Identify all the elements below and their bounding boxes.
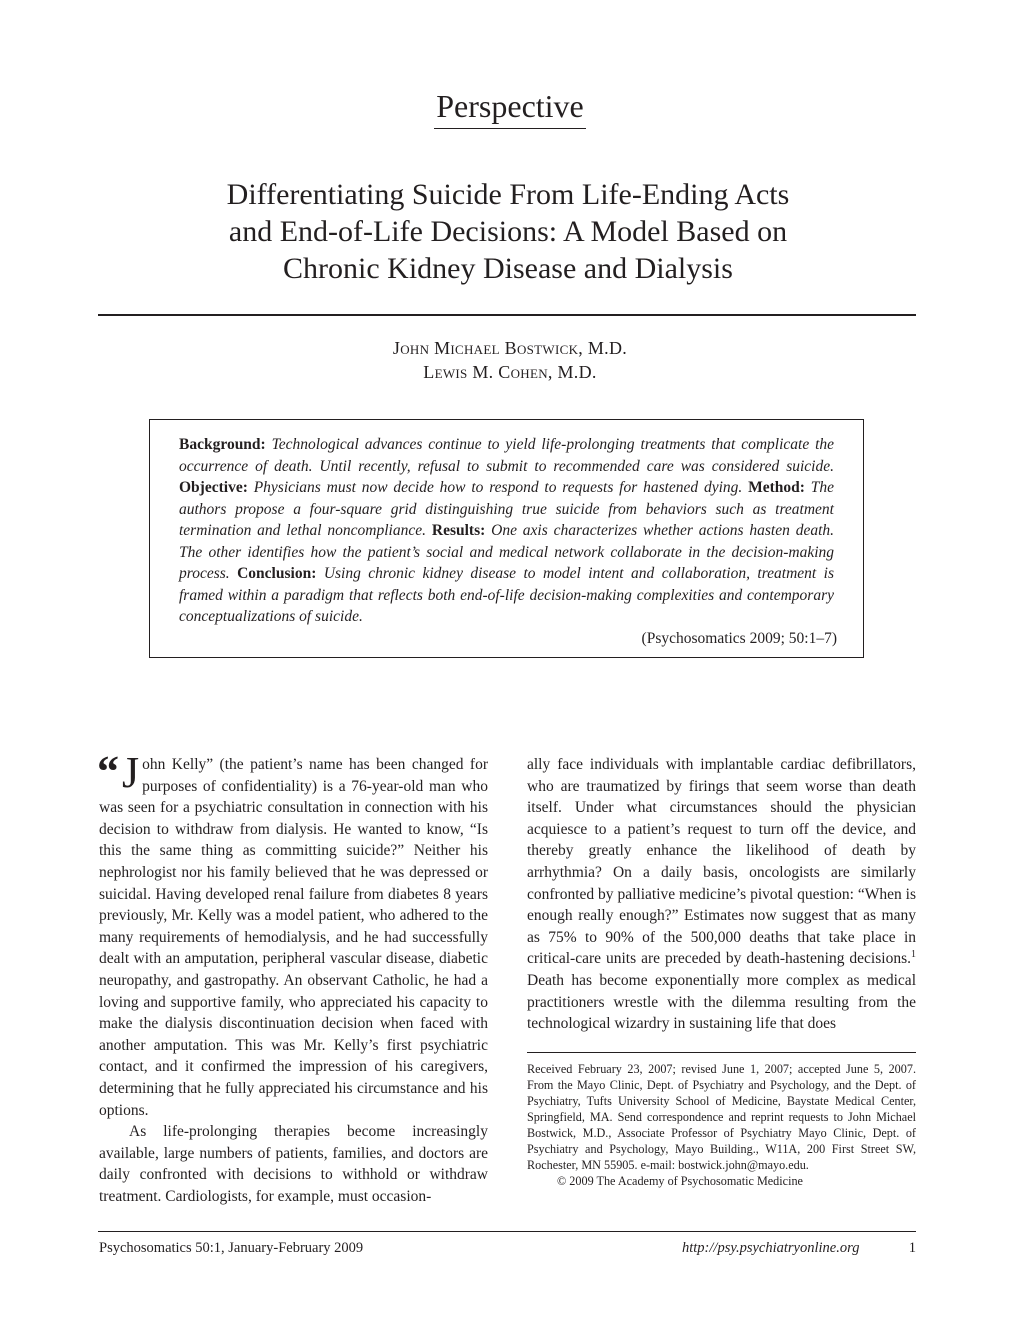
- body-paragraph-3a: ally face individuals with implantable cardiac defibrillators, who are traumatized by firings that seem worse than death itself. Under what circumstances should the physician acquiesce to a patient’s request to turn off the device, and thereby greatly enhance the likelihood of death by arrhythmia? On a daily basis, oncologists are similarly confronted by palliative medicine’s pivotal question: “When is enough really enough?” Estimates now suggest that as many as 75% to 90% of the 500,000 deaths that take place in critical-care units are preceded by death-hastening decisions.: [527, 756, 916, 968]
- abstract-objective-text: Physicians must now decide how to respond to requests for hastened dying.: [253, 479, 743, 496]
- page-number: 1: [908, 1240, 916, 1256]
- abstract-box: [149, 419, 864, 658]
- open-quote-mark: “: [97, 747, 119, 796]
- abstract-conclusion-label: Conclusion:: [237, 565, 317, 582]
- drop-cap: J: [122, 748, 140, 797]
- footnote: [527, 1061, 916, 1189]
- section-label-text: Perspective: [434, 86, 586, 129]
- title-line-3: Chronic Kidney Disease and Dialysis: [283, 252, 733, 285]
- abstract-results-text: One axis characterizes whether actions hasten death. The other identifies how the patient’s social and medical network collaborate in the decision-making process.: [179, 522, 835, 582]
- title-divider: [98, 314, 916, 316]
- abstract-method-label: Method:: [748, 479, 805, 496]
- body-paragraph-1-text: ohn Kelly” (the patient’s name has been changed for purposes of confidentiality) is a 76-year-old man who was seen for a psychiatric consultation in connection with his decision to withdraw from dialysis. He wanted to know, “Is this the same thing as committing suicide?” Neither his nephrologist nor his family believed that he was depressed or suicidal. Having developed renal failure from diabetes 8 years previously, Mr. Kelly was a model patient, who adhered to the many requirements of hemodialysis, and he had successfully dealt with an amputation, peripheral vascular disease, diabetic neuropathy, and gastropathy. An observant Catholic, he had a loving and supportive family, who appreciated his capacity to make the dialysis discontinuation decision when faced with another amputation. This was Mr. Kelly’s first psychiatric contact, and it confirmed the impression of his caregivers, determining that he fully appreciated his circumstance and his options.: [99, 756, 488, 1119]
- abstract-objective-label: Objective:: [179, 479, 248, 496]
- section-label: [0, 86, 1020, 129]
- body-paragraph-3b: Death has become exponentially more complex as medical practitioners wrestle with the dilemma resulting from the technological wizardry in sustaining life that does: [527, 971, 916, 1033]
- reference-marker[interactable]: 1: [911, 949, 916, 961]
- abstract-background-text: Technological advances continue to yield life-prolonging treatments that complicate the occurrence of death. Until recently, refusal to submit to recommended care was considered suicide.: [179, 436, 835, 475]
- body-paragraph-2: As life-prolonging therapies become increasingly available, large numbers of patients, families, and doctors are daily confronted with decisions to withhold or withdraw treatment. Cardiologists, for example, must occasion-: [99, 1123, 488, 1205]
- author-list: [0, 336, 1020, 384]
- article-title: [160, 176, 856, 287]
- footnote-received: Received February 23, 2007; revised June 1, 2007; accepted June 5, 2007. From the Mayo Clinic, Dept. of Psychiatry and Psychology, and the Dept. of Psychiatry, Tufts University School of Medicine, Baystate Medical Center, Springfield, MA. Send correspondence and reprint requests to John Michael Bostwick, M.D., Associate Professor of Psychiatry Mayo Clinic, Dept. of Psychiatry and Psychology, Mayo Building., W11A, 200 First Street SW, Rochester, MN 55905. e-mail: bostwick.john@mayo.edu.: [527, 1062, 916, 1172]
- body-paragraph-1: [97, 747, 488, 1121]
- abstract-citation: (Psychosomatics 2009; 50:1–7): [641, 629, 837, 647]
- body-column-left: [97, 747, 488, 1207]
- body-paragraph-3: [527, 754, 916, 1035]
- footer-right: [682, 1238, 916, 1258]
- body-column-right: [527, 754, 916, 1035]
- author-1: John Michael Bostwick, M.D.: [392, 338, 628, 358]
- abstract-background-label: Background:: [179, 436, 266, 453]
- title-line-1: Differentiating Suicide From Life-Ending Acts: [226, 178, 790, 211]
- title-line-2: and End-of-Life Decisions: A Model Based on: [228, 215, 788, 248]
- author-2: Lewis M. Cohen, M.D.: [423, 362, 597, 382]
- footer-divider: [98, 1231, 916, 1232]
- footnote-divider: [527, 1052, 916, 1053]
- footnote-copyright: © 2009 The Academy of Psychosomatic Medicine: [557, 1174, 803, 1188]
- footer-url[interactable]: http://psy.psychiatryonline.org: [682, 1240, 860, 1256]
- abstract-results-label: Results:: [431, 522, 486, 539]
- abstract-conclusion-text: Using chronic kidney disease to model intent and collaboration, treatment is framed within a paradigm that reflects both end-of-life decision-making complexities and contemporary conceptualizations of suicide.: [179, 565, 835, 625]
- abstract-body: [179, 434, 834, 628]
- footer-journal: Psychosomatics 50:1, January-February 2009: [99, 1240, 364, 1256]
- abstract-method-text: The authors propose a four-square grid distinguishing true suicide from behaviors such as treatment termination and lethal noncompliance.: [179, 479, 835, 539]
